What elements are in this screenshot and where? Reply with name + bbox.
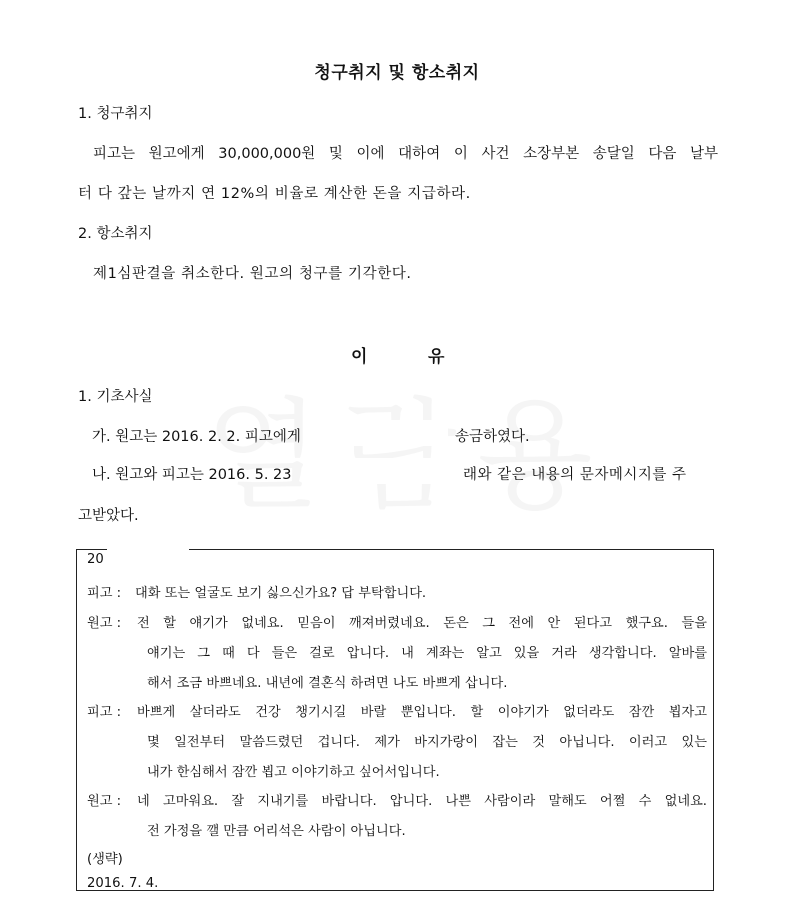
- message-speaker: 피고 :: [87, 705, 122, 720]
- message-speaker: 원고 :: [87, 794, 122, 809]
- reasons-item-ga-start: 가. 원고는 2016. 2. 2. 피고에게: [92, 429, 301, 445]
- message-line: 네 고마워요. 잘 지내기를 바랍니다. 압니다. 나쁜 사람이라 말해도 어쩔 수 없네요.: [137, 794, 707, 809]
- message-line: 내가 한심해서 잠깐 뵙고 이야기하고 싶어서입니다.: [147, 765, 440, 780]
- message-speaker: 원고 :: [87, 616, 122, 631]
- claims-section2-heading: 2. 항소취지: [78, 226, 153, 242]
- reasons-title-char2: 유: [428, 347, 445, 367]
- message-omitted: (생략): [87, 852, 123, 867]
- redaction-block: [336, 420, 448, 446]
- message-line: 전 가정을 깰 만큼 어리석은 사람이 아닙니다.: [147, 824, 406, 839]
- redaction-block: [325, 458, 457, 484]
- message-box: [76, 549, 714, 891]
- redaction-block: [107, 548, 189, 553]
- claims-section2-line1: 제1심판결을 취소한다. 원고의 청구를 기각한다.: [93, 266, 412, 282]
- claims-section1-line2: 터 다 갚는 날까지 연 12%의 비율로 계산한 돈을 지급하라.: [78, 186, 471, 202]
- message-line: 얘기는 그 때 다 들은 걸로 압니다. 내 계좌는 알고 있을 거라 생각합니다. 알바를: [147, 646, 707, 661]
- message-line: 전 할 얘기가 없네요. 믿음이 깨져버렸네요. 돈은 그 전에 안 된다고 했구요. 들을: [137, 616, 707, 631]
- claims-section1-line1: 피고는 원고에게 30,000,000원 및 이에 대하여 이 사건 소장부본 송달일 다음 날부: [93, 146, 718, 162]
- message-line: 몇 일전부터 말씀드렸던 겁니다. 제가 바지가랑이 잡는 것 아닙니다. 이러고 있는: [147, 735, 707, 750]
- message-speaker: 피고 :: [87, 586, 122, 601]
- message-header-date: 20: [87, 552, 104, 567]
- reasons-item-na-end: 래와 같은 내용의 문자메시지를 주: [463, 467, 687, 483]
- watermark-text: [205, 360, 613, 532]
- reasons-title-char1: 이: [351, 347, 368, 367]
- reasons-section1-heading: 1. 기초사실: [78, 389, 153, 405]
- message-line: 해서 조금 바쁘네요. 내년에 결혼식 하려면 나도 바쁘게 삽니다.: [147, 676, 508, 691]
- message-footer-date: 2016. 7. 4.: [87, 876, 159, 891]
- claims-title: 청구취지 및 항소취지: [314, 63, 480, 83]
- reasons-item-na-line2: 고받았다.: [78, 508, 139, 524]
- claims-section1-heading: 1. 청구취지: [78, 106, 153, 122]
- reasons-item-na-start: 나. 원고와 피고는 2016. 5. 23: [92, 467, 292, 483]
- message-line: 바쁘게 살더라도 건강 챙기시길 바랄 뿐입니다. 할 이야기가 없더라도 잠깐 뵙자고: [137, 705, 707, 720]
- message-line: 대화 또는 얼굴도 보기 싫으신가요? 답 부탁합니다.: [135, 586, 427, 601]
- reasons-item-ga-end: 송금하였다.: [455, 429, 530, 445]
